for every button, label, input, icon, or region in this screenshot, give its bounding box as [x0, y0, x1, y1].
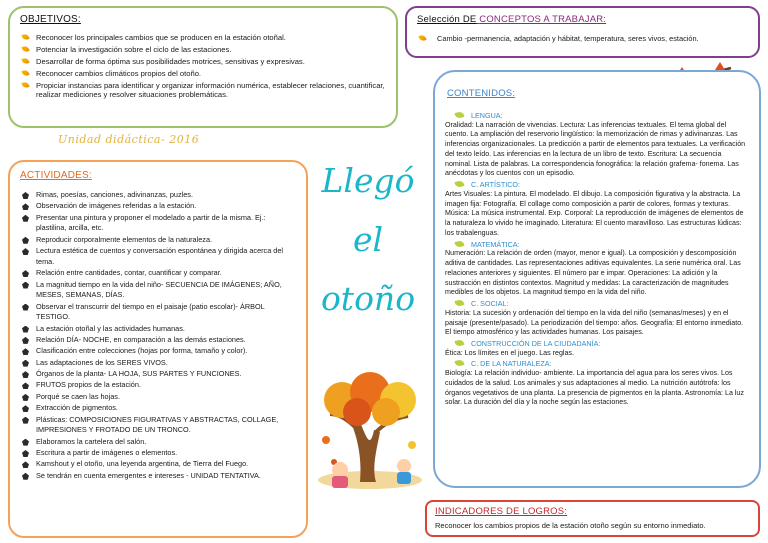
section-heading-matematica: MATEMÁTICA: [445, 240, 749, 250]
section-text-matematica: Numeración: La relación de orden (mayor, menor e igual). La composición y descomposición aditiva de cantidades. Las representaciones aditivas equivalentes. La serie numérica oral. Las relaciones anteriores y siguientes. El número par e impar. Operaciones: La adición y la sustracción en distintos contextos. Magnitud y medidas: La caracterización de magnitudes medibles de los objetos. La magnitud tiempo en la vida del niño. [445, 249, 741, 297]
section-text-ciudadania: Ética: Los límites en el juego. Las reglas. [445, 348, 574, 357]
section-text-naturaleza: Biología: La relación individuo- ambiente. La importancia del agua para los seres vivos. Los cuidados de la salud. Los animales y sus adaptaciones al medio. La nutrición autótrofa: los órganos vegetativos de una planta. La presencia de pigmentos en la planta. Astronomía: La luz solar. La duración del día y la noche según las estaciones. [445, 368, 744, 407]
list-item: Presentar una pintura y proponer el modelado a partir de la misma. Ej.: plastilina, arcilla, etc. [20, 213, 296, 234]
conceptos-list [417, 34, 748, 44]
list-item: Rimas, poesías, canciones, adivinanzas, puzles. [20, 190, 296, 201]
actividades-list [20, 190, 296, 481]
list-item: Propiciar instancias para identificar y organizar información numérica, establecer relaciones, cuantificar, realizar mediciones y resolver situaciones problemáticas. [20, 81, 386, 100]
title-line-1: Llegó [321, 161, 415, 200]
list-item: La estación otoñal y las actividades humanas. [20, 324, 296, 335]
section-heading-social: C. SOCIAL: [445, 299, 749, 309]
list-item: Observar el transcurrir del tiempo en el paisaje (patio escolar)- ÁRBOL TESTIGO. [20, 302, 296, 323]
indicadores-title: INDICADORES DE LOGROS: [435, 506, 568, 517]
indicadores-panel [425, 500, 760, 537]
autumn-tree-illustration [312, 370, 428, 492]
objetivos-panel [8, 6, 398, 128]
list-item: Potenciar la investigación sobre el ciclo de las estaciones. [20, 45, 386, 55]
list-item: Relación entre cantidades, contar, cuantificar y comparar. [20, 268, 296, 279]
list-item: Lectura estética de cuentos y conversación espontánea y dirigida acerca del tema. [20, 246, 296, 267]
section-text-artistico: Artes Visuales: La pintura. El modelado. El dibujo. La composición figurativa y la abstracta. La imagen fija: Fotografía. El collage como composición a partir de colores, formas y texturas. Música: La música instrumental. Exp. Corporal: La reproducción de imágenes de elementos de la naturaleza lo vivido he imaginado. Literatura: El cuento maravilloso. Las estructuras lúdicas: los trabalenguas. [445, 189, 744, 237]
list-item: Relación DÍA- NOCHE, en comparación a las demás estaciones. [20, 335, 296, 346]
section-text-social: Historia: La sucesión y ordenación del tiempo en la vida del niño (semanas/meses) y en el paisaje (presente/pasado). La periodización del tiempo: años. Geografía: El entorno inmediato. El tiempo atmosférico y las actividades humanas. Los paisajes. [445, 308, 744, 337]
objetivos-list [20, 33, 386, 100]
list-item: FRUTOS propios de la estación. [20, 380, 296, 391]
indicadores-text: Reconocer los cambios propios de la estación otoño según su entorno inmediato. [435, 521, 706, 530]
section-text-lengua: Oralidad: La narración de vivencias. Lectura: Las inferencias textuales. El tema global del cuento. La ampliación del reservorio lingüístico: la memorización de rimas y adivinanzas. Las inferencias organizacionales. La predicción a partir de elementos para textuales. La verificación del texto leído. Las inferencias en la lectura de un libro de texto. Escritura: La secuencia nominal. Lista de palabras. La correspondencia fonográfica: la relación grafema- fonema. Las anécdotas y los cuentos con un episodio. [445, 120, 746, 178]
list-item: Las adaptaciones de los SERES VIVOS. [20, 358, 296, 369]
contenidos-title: CONTENIDOS: [447, 88, 516, 99]
list-item: Cambio -permanencia, adaptación y hábitat, temperatura, seres vivos, estación. [417, 34, 748, 44]
list-item: Clasificación entre colecciones (hojas por forma, tamaño y color). [20, 346, 296, 357]
actividades-title: ACTIVIDADES: [20, 170, 92, 181]
conceptos-title-rest: CONCEPTOS A TRABAJAR: [479, 14, 607, 25]
list-item: Desarrollar de forma óptima sus posibilidades motrices, sensitivas y expresivas. [20, 57, 386, 67]
list-item: Reproducir corporalmente elementos de la naturaleza. [20, 235, 296, 246]
list-item: Órganos de la planta- LA HOJA, SUS PARTES Y FUNCIONES. [20, 369, 296, 380]
list-item: La magnitud tiempo en la vida del niño- SECUENCIA DE IMÁGENES; AÑO, MESES, SEMANAS, DÍAS. [20, 280, 296, 301]
contenidos-panel [433, 70, 761, 488]
section-heading-naturaleza: C. DE LA NATURALEZA: [445, 359, 749, 369]
list-item: Porqué se caen las hojas. [20, 392, 296, 403]
title-line-3: otoño [320, 279, 416, 318]
section-heading-lengua: LENGUA: [445, 111, 749, 121]
title-line-2: el [352, 220, 384, 259]
objetivos-title: OBJETIVOS: [20, 14, 81, 25]
list-item: Reconocer los principales cambios que se producen en la estación otoñal. [20, 33, 386, 43]
conceptos-panel [405, 6, 760, 58]
list-item: Plásticas: COMPOSICIONES FIGURATIVAS Y ABSTRACTAS, COLLAGE, IMPRESIONES Y FROTADO DE UN TRONCO. [20, 415, 296, 436]
page-title [318, 161, 418, 318]
list-item: Reconocer cambios climáticos propios del otoño. [20, 69, 386, 79]
actividades-panel [8, 160, 308, 538]
section-heading-artistico: C. ARTÍSTICO: [445, 180, 749, 190]
section-heading-ciudadania: CONSTRUCCIÓN DE LA CIUDADANÍA: [445, 339, 749, 349]
unidad-label: Unidad didáctica- 2016 [58, 133, 200, 146]
list-item: Extracción de pigmentos. [20, 403, 296, 414]
list-item: Kamshout y el otoño, una leyenda argentina, de Tierra del Fuego. [20, 459, 296, 470]
list-item: Elaboramos la cartelera del salón. [20, 437, 296, 448]
list-item: Observación de imágenes referidas a la estación. [20, 201, 296, 212]
list-item: Se tendrán en cuenta emergentes e intereses - UNIDAD TENTATIVA. [20, 471, 296, 482]
list-item: Escritura a partir de imágenes o elementos. [20, 448, 296, 459]
conceptos-title-prefix: Selección DE [417, 14, 477, 25]
conceptos-title [417, 14, 748, 25]
